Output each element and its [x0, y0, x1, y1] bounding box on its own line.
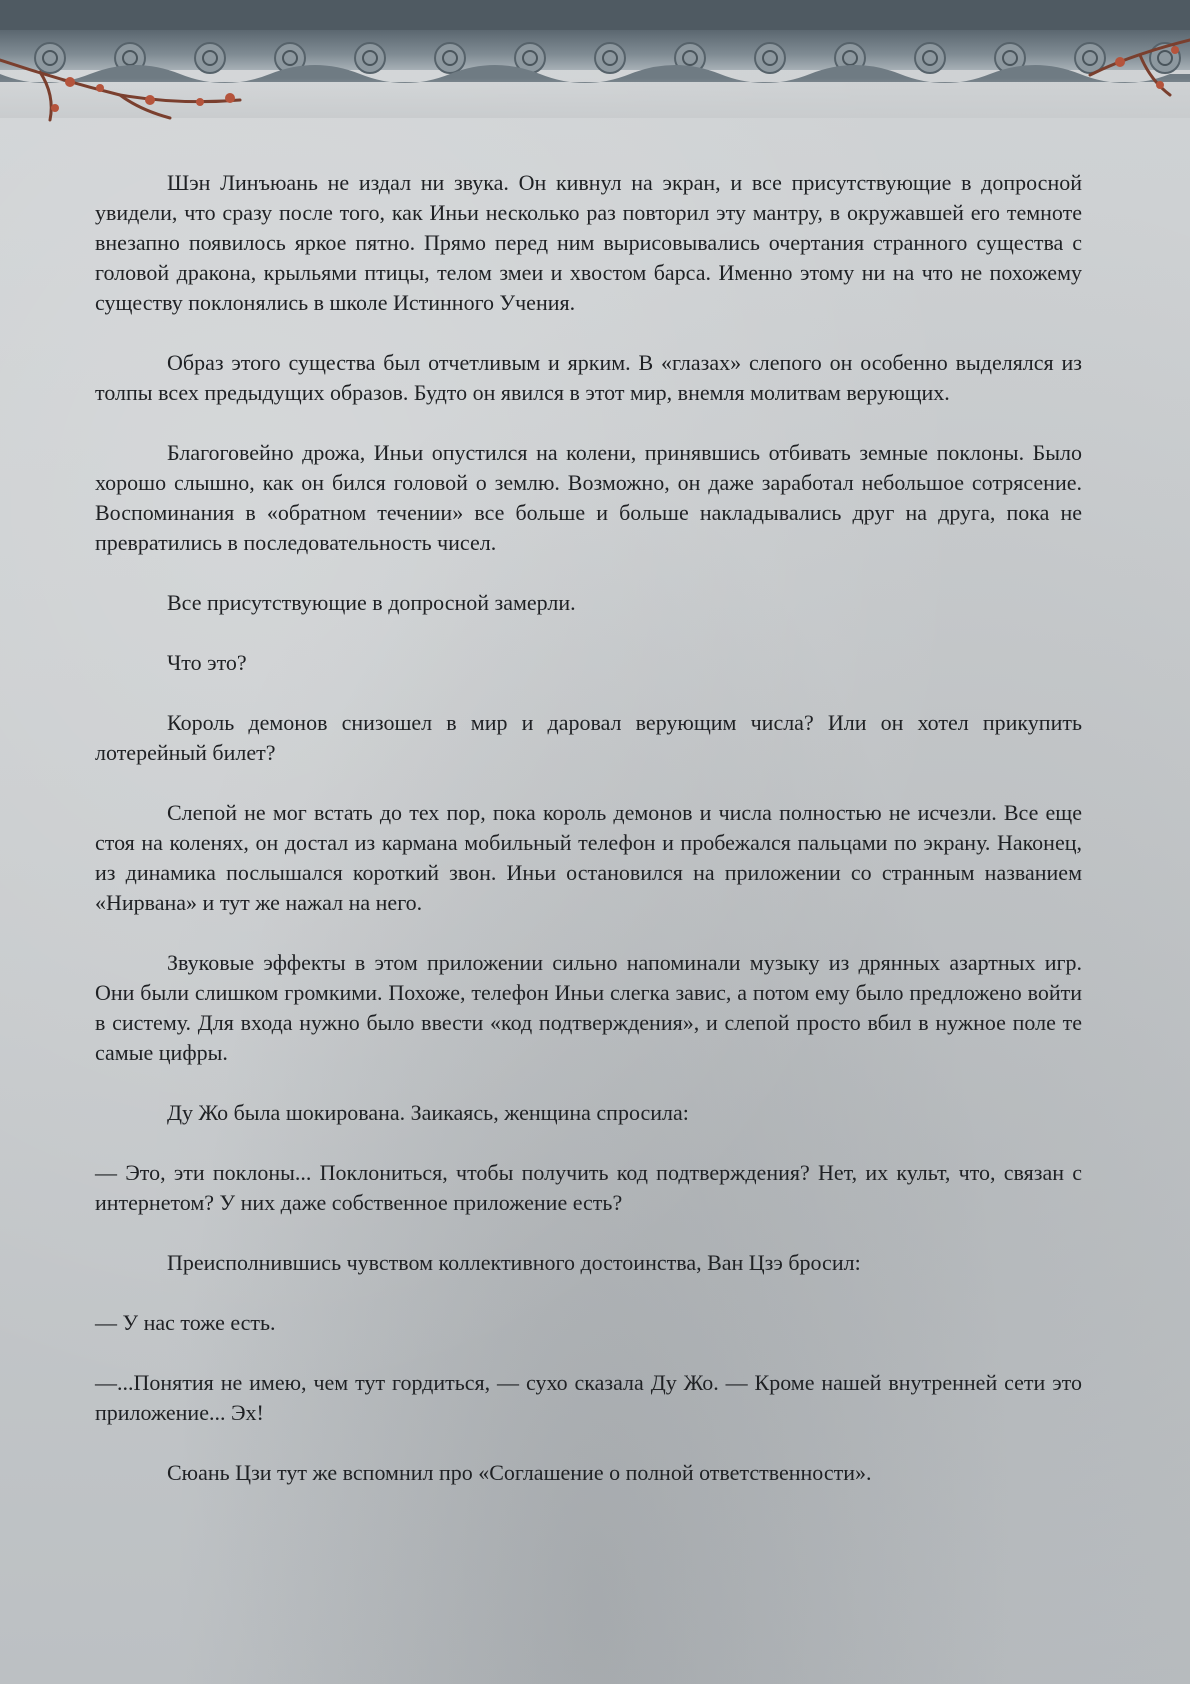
paragraph: Благоговейно дрожа, Иньи опустился на колени, принявшись отбивать земные поклоны. Было хорошо слышно, как он бился головой о землю. Возможно, он даже заработал небольшое сотрясение. Воспоминания в «обратном течении» все больше и больше накладывались друг на друга, пока не превратились в последовательность чисел. — [95, 440, 1082, 555]
document-text — [95, 168, 1082, 1488]
paragraph: Шэн Линъюань не издал ни звука. Он кивнул на экран, и все присутствующие в допросной увидели, что сразу после того, как Иньи несколько раз повторил эту мантру, в окружавшей его темноте внезапно появилось яркое пятно. Прямо перед ним вырисовывались очертания странного существа с головой дракона, крыльями птицы, телом змеи и хвостом барса. Именно этому ни на что не похожему существу поклонялись в школе Истинного Учения. — [95, 170, 1082, 315]
paragraph: Преисполнившись чувством коллективного достоинства, Ван Цзэ бросил: — [167, 1250, 861, 1275]
dialogue-paragraph: — Это, эти поклоны... Поклониться, чтобы получить код подтверждения? Нет, их культ, что, связан с интернетом? У них даже собственное приложение есть? — [95, 1160, 1082, 1215]
dialogue-paragraph: —...Понятия не имею, чем тут гордиться, — сухо сказала Ду Жо. — Кроме нашей внутренней сети это приложение... Эх! — [95, 1370, 1082, 1425]
paragraph: Сюань Цзи тут же вспомнил про «Соглашение о полной ответственности». — [167, 1460, 872, 1485]
paragraph: Что это? — [167, 650, 247, 675]
paragraph: Слепой не мог встать до тех пор, пока король демонов и числа полностью не исчезли. Все еще стоя на коленях, он достал из кармана мобильный телефон и пробежался пальцами по экрану. Наконец, из динамика послышался короткий звон. Иньи остановился на приложении со странным названием «Нирвана» и тут же нажал на него. — [95, 800, 1082, 915]
paragraph: Король демонов снизошел в мир и даровал верующим числа? Или он хотел прикупить лотерейный билет? — [95, 710, 1082, 765]
paragraph: Образ этого существа был отчетливым и ярким. В «глазах» слепого он особенно выделялся из толпы всех предыдущих образов. Будто он явился в этот мир, внемля молитвам верующих. — [95, 350, 1082, 405]
paragraph: Все присутствующие в допросной замерли. — [167, 590, 576, 615]
paragraph: Звуковые эффекты в этом приложении сильно напоминали музыку из дрянных азартных игр. Они были слишком громкими. Похоже, телефон Иньи слегка завис, а потом ему было предложено войти в систему. Для входа нужно было ввести «код подтверждения», и слепой просто вбил в нужное поле те самые цифры. — [95, 950, 1082, 1065]
dialogue-paragraph: — У нас тоже есть. — [95, 1310, 276, 1335]
paragraph: Ду Жо была шокирована. Заикаясь, женщина спросила: — [167, 1100, 689, 1125]
roof-tiles-decoration — [0, 0, 1190, 130]
